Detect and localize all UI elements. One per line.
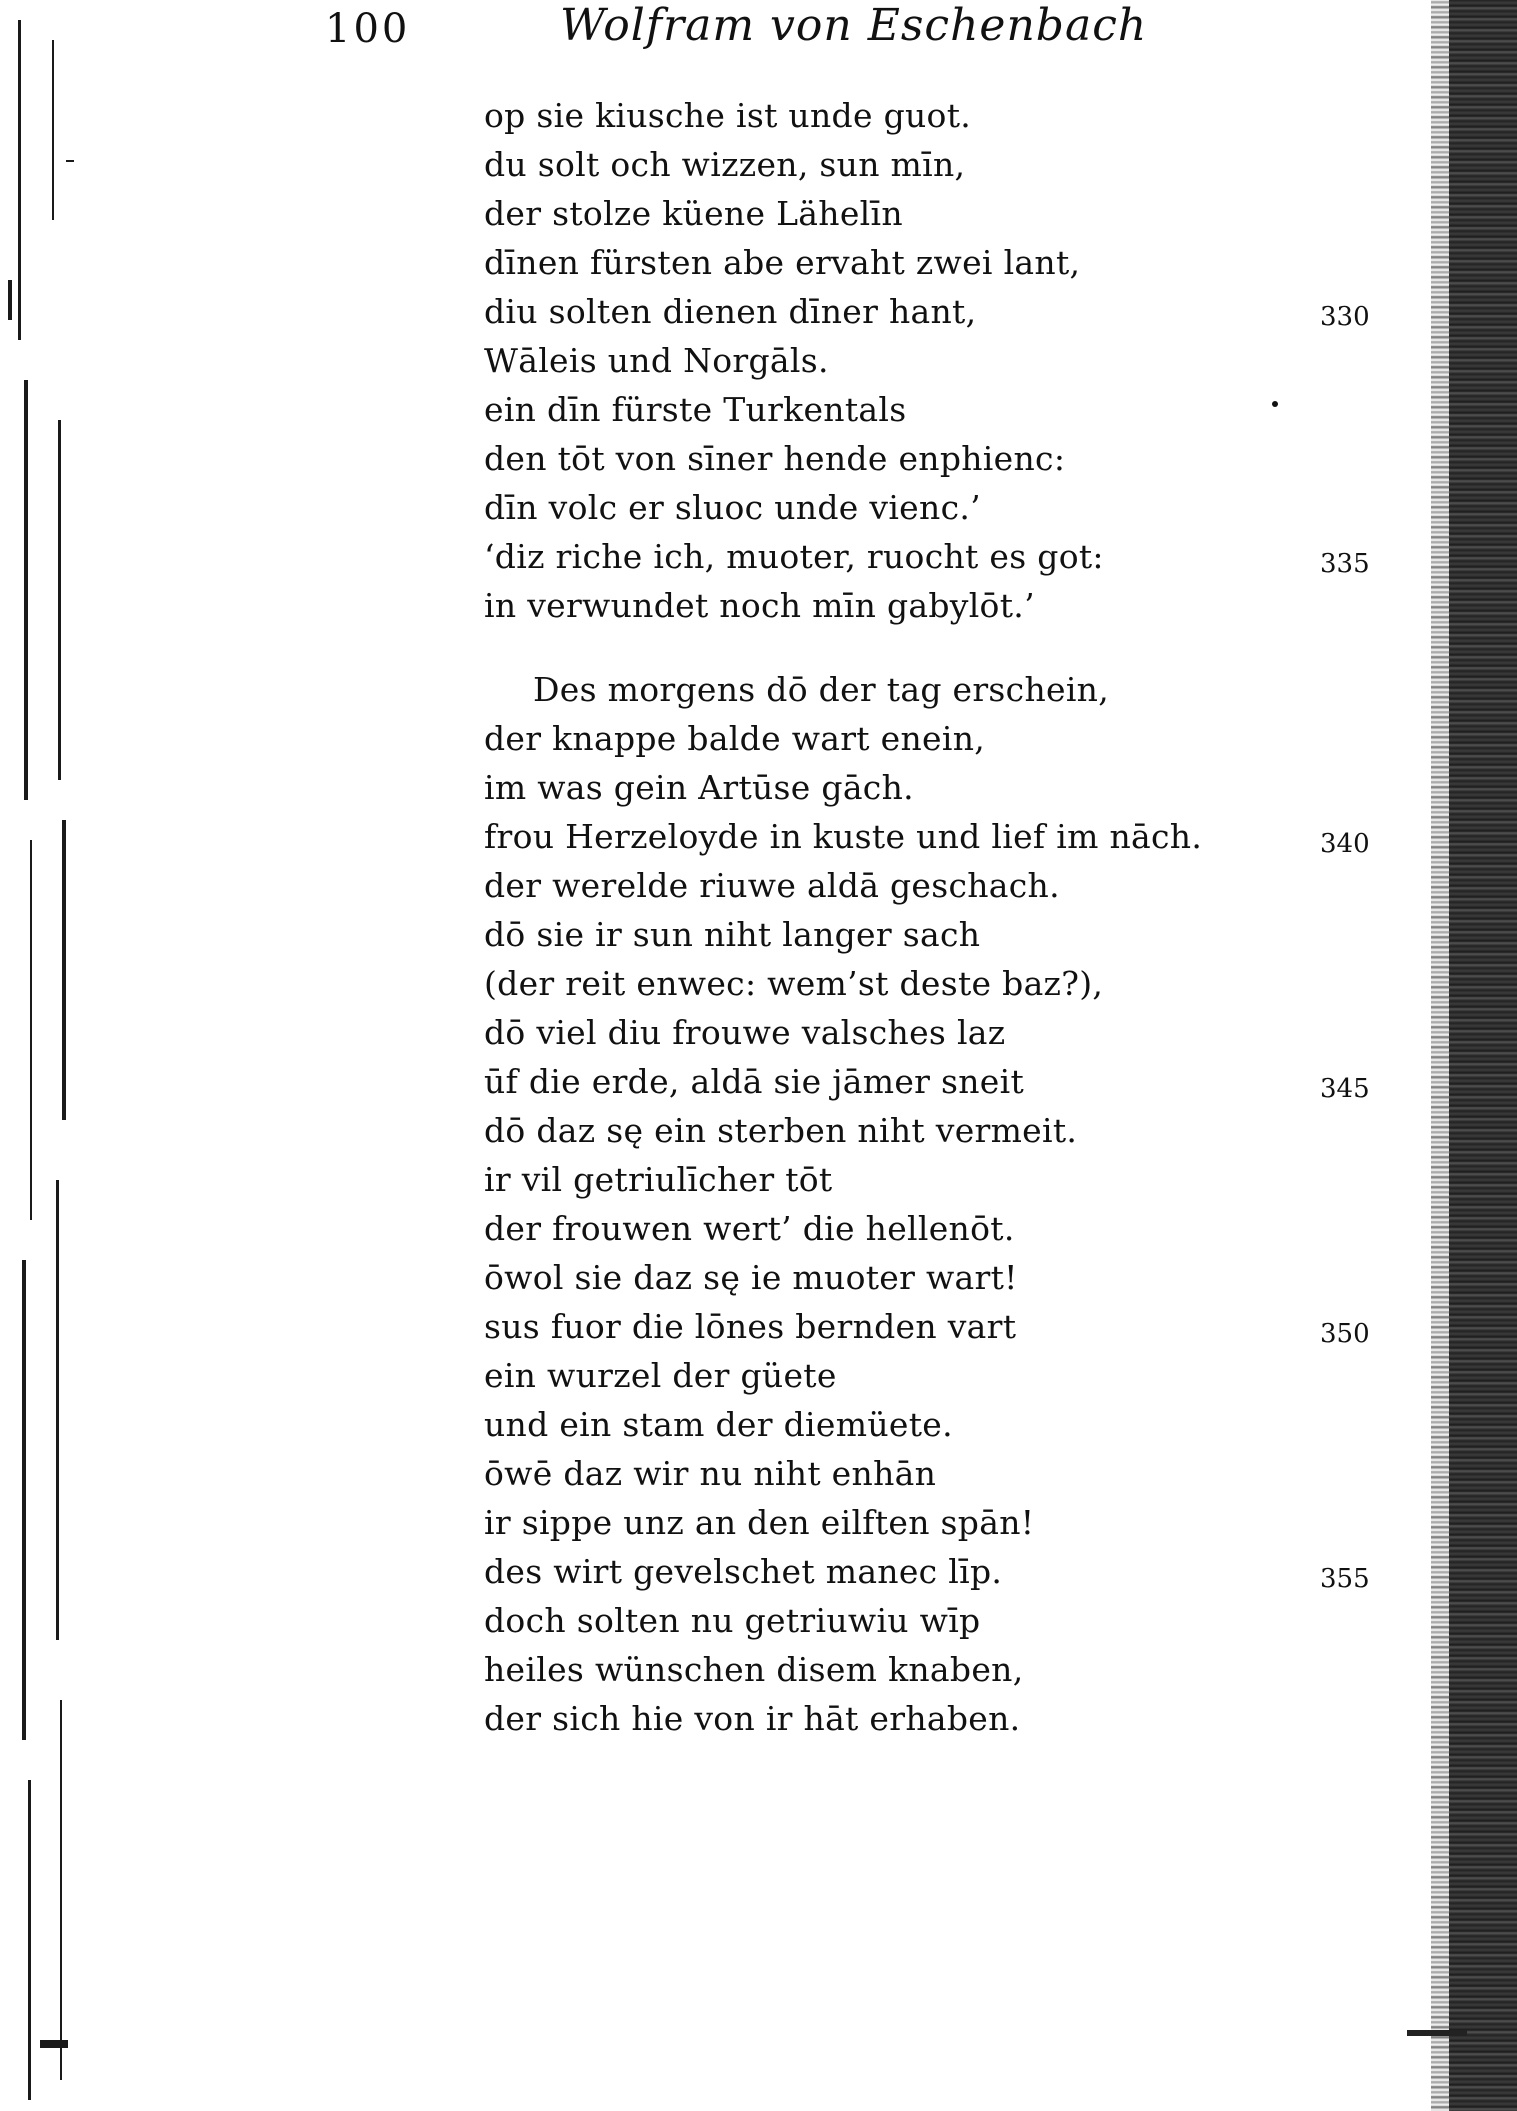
- verse-line: ‘diz riche ich, muoter, ruocht es got:: [484, 537, 1104, 576]
- page-edge-scan-artifact: [1447, 0, 1517, 2111]
- verse-line: doch solten nu getriuwiu wīp: [484, 1601, 981, 1640]
- verse-line: ir vil getriulīcher tōt: [484, 1160, 833, 1199]
- line-number: 335: [1320, 549, 1370, 579]
- verse-line: den tōt von sīner hende enphienc:: [484, 439, 1066, 478]
- verse-line: der werelde riuwe aldā geschach.: [484, 866, 1060, 905]
- line-number: 345: [1320, 1074, 1370, 1104]
- verse-line: des wirt gevelschet manec līp.: [484, 1552, 1003, 1591]
- verse-line: (der reit enwec: wem’st deste baz?),: [484, 964, 1104, 1003]
- line-number: 355: [1320, 1564, 1370, 1594]
- page-number: 100: [325, 6, 411, 52]
- verse-line: diu solten dienen dīner hant,: [484, 292, 977, 331]
- line-number: 350: [1320, 1319, 1370, 1349]
- verse-line: sus fuor die lōnes bernden vart: [484, 1307, 1017, 1346]
- line-number: 340: [1320, 829, 1370, 859]
- verse-line: dō daz sę ein sterben niht vermeit.: [484, 1111, 1078, 1150]
- verse-line: der knappe balde wart enein,: [484, 719, 986, 758]
- verse-line: du solt och wizzen, sun mīn,: [484, 145, 966, 184]
- verse-line: im was gein Artūse gāch.: [484, 768, 914, 807]
- verse-line: ūf die erde, aldā sie jāmer sneit: [484, 1062, 1025, 1101]
- verse-line: und ein stam der diemüete.: [484, 1405, 953, 1444]
- verse-line: der stolze küene Lähelīn: [484, 194, 903, 233]
- verse-line: ōwē daz wir nu niht enhān: [484, 1454, 937, 1493]
- verse-line: frou Herzeloyde in kuste und lief im nāch.: [484, 817, 1203, 856]
- verse-line: op sie kiusche ist unde guot.: [484, 96, 972, 135]
- verse-line: der sich hie von ir hāt erhaben.: [484, 1699, 1021, 1738]
- running-title: Wolfram von Eschenbach: [560, 0, 1148, 51]
- verse-line: ōwol sie daz sę ie muoter wart!: [484, 1258, 1018, 1297]
- verse-line: Des morgens dō der tag erschein,: [533, 670, 1110, 709]
- verse-line: ein dīn fürste Turkentals: [484, 390, 907, 429]
- verse-line: dīnen fürsten abe ervaht zwei lant,: [484, 243, 1081, 282]
- verse-line: ein wurzel der güete: [484, 1356, 837, 1395]
- verse-line: ir sippe unz an den eilften spān!: [484, 1503, 1035, 1542]
- verse-line: heiles wünschen disem knaben,: [484, 1650, 1024, 1689]
- stray-ink-dot: [1272, 401, 1278, 407]
- verse-line: der frouwen wert’ die hellenōt.: [484, 1209, 1015, 1248]
- verse-line: Wāleis und Norgāls.: [484, 341, 829, 380]
- binding-gutter-scan-artifact: [0, 0, 95, 2111]
- verse-line: dō viel diu frouwe valsches laz: [484, 1013, 1006, 1052]
- verse-line: in verwundet noch mīn gabylōt.’: [484, 586, 1035, 625]
- line-number: 330: [1320, 302, 1370, 332]
- verse-line: dīn volc er sluoc unde vienc.’: [484, 488, 981, 527]
- verse-line: dō sie ir sun niht langer sach: [484, 915, 981, 954]
